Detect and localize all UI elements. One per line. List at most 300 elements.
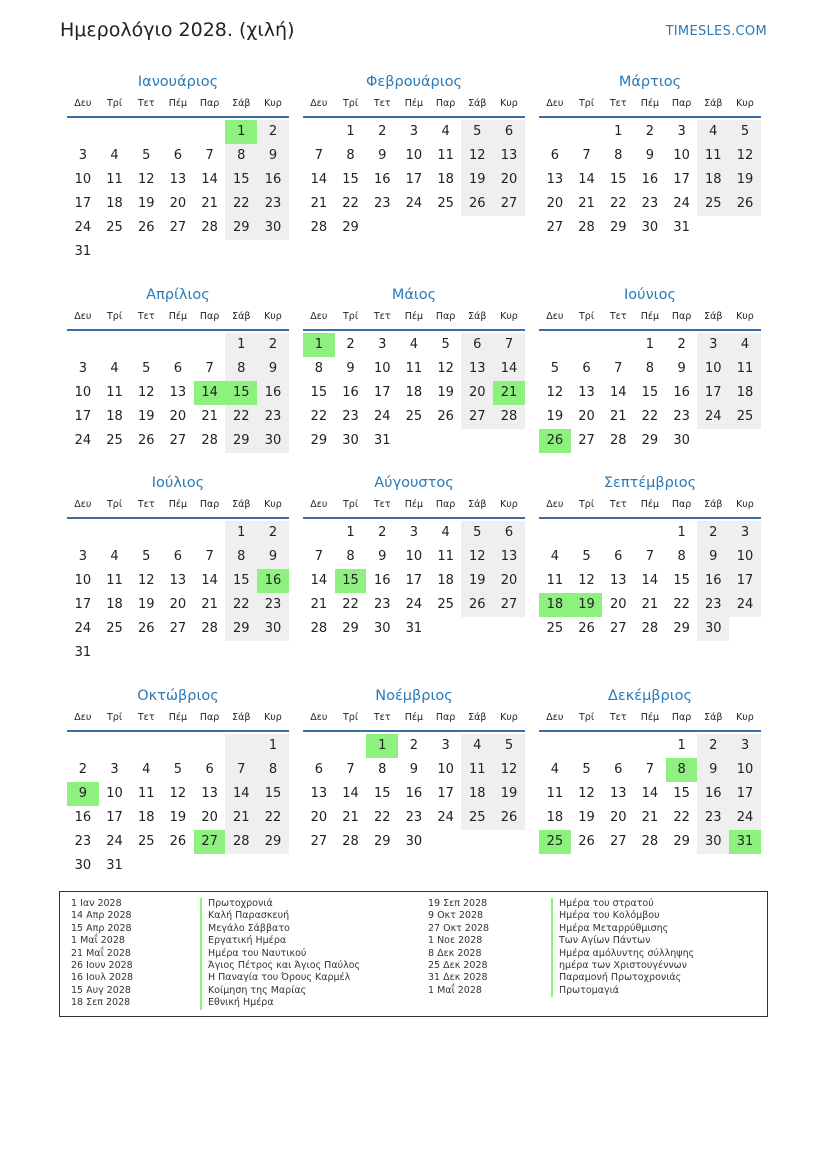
weekday-label: Σάβ bbox=[232, 311, 251, 322]
day-cell: 6 bbox=[550, 148, 559, 163]
empty-cell bbox=[162, 333, 194, 357]
day-cell: 11 bbox=[106, 573, 123, 588]
day-cell: 27 bbox=[310, 834, 328, 849]
empty-cell bbox=[194, 734, 226, 758]
holiday-name: Εργατική Ημέρα bbox=[200, 935, 360, 947]
day-cell: 11 bbox=[437, 549, 454, 564]
day-cell: 12 bbox=[546, 385, 564, 400]
day-cell: 1 bbox=[346, 525, 355, 540]
weekday-label: Κυρ bbox=[264, 98, 282, 109]
day-cell: 20 bbox=[493, 569, 525, 593]
empty-cell bbox=[257, 641, 289, 665]
day-cell: 7 bbox=[205, 361, 214, 376]
day-cell: 13 bbox=[461, 357, 493, 381]
day-cell: 14 bbox=[201, 172, 218, 187]
day-cell: 14 bbox=[201, 573, 218, 588]
day-cell: 16 bbox=[74, 810, 92, 825]
day-cell: 5 bbox=[582, 549, 591, 564]
day-cell: 16 bbox=[257, 168, 289, 192]
day-cell: 23 bbox=[673, 409, 690, 424]
empty-cell bbox=[634, 521, 666, 545]
day-cell: 26 bbox=[437, 409, 454, 424]
empty-cell bbox=[67, 333, 99, 357]
day-cell: 20 bbox=[609, 597, 627, 612]
weekday-label: Τρί bbox=[107, 712, 123, 723]
day-cell: 21 bbox=[493, 381, 525, 405]
day-cell: 27 bbox=[493, 593, 525, 617]
day-cell: 18 bbox=[106, 196, 123, 211]
day-cell: 17 bbox=[697, 381, 729, 405]
day-cell: 1 bbox=[614, 124, 623, 139]
day-cell: 5 bbox=[142, 361, 151, 376]
empty-cell bbox=[602, 734, 634, 758]
day-cell: 10 bbox=[405, 549, 423, 564]
month-calendar bbox=[539, 284, 761, 453]
weekday-label: Τρί bbox=[579, 499, 595, 510]
empty-cell bbox=[99, 333, 131, 357]
weekday-label: Δευ bbox=[310, 712, 328, 723]
weekday-label: Τετ bbox=[137, 499, 155, 510]
weekday-label: Κυρ bbox=[736, 98, 754, 109]
empty-cell bbox=[493, 216, 525, 240]
empty-cell bbox=[697, 429, 729, 453]
weekday-label: Τετ bbox=[373, 712, 391, 723]
day-cell: 1 bbox=[225, 120, 257, 144]
day-cell: 12 bbox=[137, 172, 155, 187]
day-cell: 19 bbox=[571, 593, 603, 617]
empty-cell bbox=[303, 120, 335, 144]
day-cell: 22 bbox=[609, 196, 627, 211]
day-cell: 15 bbox=[225, 168, 257, 192]
weekday-label: Δευ bbox=[546, 712, 564, 723]
day-cell: 5 bbox=[142, 549, 151, 564]
empty-cell bbox=[303, 521, 335, 545]
weekday-label: Κυρ bbox=[500, 712, 518, 723]
day-cell: 24 bbox=[437, 810, 454, 825]
holiday-name: Η Παναγία του Όρους Καρμέλ bbox=[200, 972, 360, 984]
day-cell: 24 bbox=[106, 834, 123, 849]
day-cell: 14 bbox=[225, 782, 257, 806]
day-cell: 24 bbox=[697, 405, 729, 429]
day-cell: 31 bbox=[405, 621, 423, 636]
day-cell: 1 bbox=[303, 333, 335, 357]
day-cell: 5 bbox=[461, 521, 493, 545]
day-cell: 30 bbox=[673, 433, 690, 448]
weekday-label: Δευ bbox=[546, 311, 564, 322]
day-cell: 30 bbox=[641, 220, 659, 235]
day-cell: 11 bbox=[546, 786, 564, 801]
empty-cell bbox=[99, 521, 131, 545]
day-cell: 11 bbox=[137, 786, 155, 801]
days-grid bbox=[539, 734, 761, 854]
day-cell: 17 bbox=[437, 786, 454, 801]
weekday-label: Κυρ bbox=[500, 98, 518, 109]
day-cell: 31 bbox=[74, 645, 92, 660]
weekday-label: Παρ bbox=[435, 712, 456, 723]
weekday-label: Πέμ bbox=[640, 712, 660, 723]
day-cell: 23 bbox=[257, 593, 289, 617]
day-cell: 2 bbox=[645, 124, 655, 139]
day-cell: 24 bbox=[729, 593, 761, 617]
day-cell: 28 bbox=[225, 830, 257, 854]
day-cell: 26 bbox=[137, 433, 155, 448]
day-cell: 1 bbox=[257, 734, 289, 758]
weekday-label: Δευ bbox=[74, 98, 92, 109]
day-cell: 20 bbox=[201, 810, 218, 825]
holiday-dates-col-2 bbox=[428, 898, 489, 997]
holiday-date: 1 Νοε 2028 bbox=[428, 935, 483, 947]
empty-cell bbox=[430, 216, 462, 240]
day-cell: 5 bbox=[550, 361, 559, 376]
month-name: Μάιος bbox=[391, 287, 437, 303]
days-grid bbox=[303, 521, 525, 641]
weekday-label: Σάβ bbox=[704, 311, 723, 322]
empty-cell bbox=[257, 240, 289, 264]
day-cell: 27 bbox=[609, 621, 627, 636]
day-cell: 29 bbox=[641, 433, 659, 448]
day-cell: 9 bbox=[67, 782, 99, 806]
day-cell: 16 bbox=[673, 385, 690, 400]
weekday-label: Κυρ bbox=[500, 311, 518, 322]
day-cell: 26 bbox=[539, 429, 571, 453]
day-cell: 12 bbox=[461, 545, 493, 569]
day-cell: 31 bbox=[373, 433, 391, 448]
day-cell: 2 bbox=[257, 120, 289, 144]
day-cell: 6 bbox=[173, 361, 183, 376]
weekday-label: Τετ bbox=[137, 311, 155, 322]
day-cell: 17 bbox=[373, 385, 391, 400]
day-cell: 19 bbox=[461, 569, 493, 593]
day-cell: 7 bbox=[346, 762, 355, 777]
empty-cell bbox=[634, 734, 666, 758]
day-cell: 4 bbox=[110, 148, 119, 163]
day-cell: 9 bbox=[677, 361, 686, 376]
day-cell: 20 bbox=[169, 409, 187, 424]
day-cell: 1 bbox=[645, 337, 655, 352]
month-calendar bbox=[67, 284, 289, 453]
day-cell: 2 bbox=[677, 337, 686, 352]
day-cell: 29 bbox=[225, 429, 257, 453]
day-cell: 7 bbox=[314, 148, 323, 163]
day-cell: 22 bbox=[225, 593, 257, 617]
holiday-date: 25 Δεκ 2028 bbox=[428, 960, 488, 972]
day-cell: 12 bbox=[729, 144, 761, 168]
day-cell: 11 bbox=[437, 148, 454, 163]
day-cell: 18 bbox=[137, 810, 155, 825]
day-cell: 6 bbox=[205, 762, 214, 777]
empty-cell bbox=[257, 854, 289, 878]
day-cell: 5 bbox=[461, 120, 493, 144]
day-cell: 25 bbox=[106, 220, 123, 235]
day-cell: 8 bbox=[346, 148, 355, 163]
day-cell: 17 bbox=[405, 573, 423, 588]
day-cell: 22 bbox=[673, 597, 690, 612]
weekday-label: Σάβ bbox=[232, 712, 251, 723]
weekday-label: Δευ bbox=[74, 499, 92, 510]
holiday-name: Εθνική Ημέρα bbox=[200, 997, 360, 1009]
day-cell: 30 bbox=[257, 216, 289, 240]
day-cell: 22 bbox=[342, 196, 359, 211]
month-calendar bbox=[539, 71, 761, 240]
day-cell: 21 bbox=[201, 196, 218, 211]
day-cell: 27 bbox=[169, 621, 187, 636]
days-grid bbox=[67, 120, 289, 264]
day-cell: 30 bbox=[697, 617, 729, 641]
day-cell: 3 bbox=[110, 762, 119, 777]
day-cell: 22 bbox=[673, 810, 690, 825]
day-cell: 11 bbox=[546, 573, 564, 588]
day-cell: 4 bbox=[142, 762, 151, 777]
day-cell: 16 bbox=[641, 172, 659, 187]
day-cell: 7 bbox=[205, 148, 214, 163]
day-cell: 29 bbox=[342, 220, 359, 235]
holiday-date: 31 Δεκ 2028 bbox=[428, 972, 488, 984]
weekday-label: Τρί bbox=[107, 499, 123, 510]
holiday-date: 27 Οκτ 2028 bbox=[428, 922, 490, 934]
day-cell: 26 bbox=[461, 192, 493, 216]
day-cell: 4 bbox=[461, 734, 493, 758]
day-cell: 25 bbox=[437, 597, 454, 612]
day-cell: 1 bbox=[346, 124, 355, 139]
day-cell: 16 bbox=[373, 172, 391, 187]
day-cell: 22 bbox=[342, 597, 359, 612]
holiday-name: Κοίμηση της Μαρίας bbox=[200, 985, 360, 997]
weekday-label: Κυρ bbox=[264, 712, 282, 723]
weekday-label: Τετ bbox=[137, 98, 155, 109]
weekday-label: Δευ bbox=[546, 499, 564, 510]
holiday-date: 21 Μαΐ 2028 bbox=[71, 947, 131, 959]
day-cell: 12 bbox=[169, 786, 187, 801]
day-cell: 2 bbox=[409, 738, 419, 753]
day-cell: 7 bbox=[493, 333, 525, 357]
day-cell: 26 bbox=[729, 192, 761, 216]
day-cell: 4 bbox=[550, 762, 559, 777]
day-cell: 12 bbox=[493, 758, 525, 782]
empty-cell bbox=[162, 240, 194, 264]
holiday-name: Ημέρα Μεταρρύθμισης bbox=[551, 923, 694, 935]
day-cell: 4 bbox=[441, 525, 450, 540]
day-cell: 4 bbox=[729, 333, 761, 357]
weekday-header bbox=[67, 94, 289, 118]
month-calendar bbox=[539, 472, 761, 641]
day-cell: 13 bbox=[609, 573, 627, 588]
day-cell: 30 bbox=[257, 429, 289, 453]
day-cell: 10 bbox=[673, 148, 690, 163]
day-cell: 7 bbox=[614, 361, 623, 376]
day-cell: 15 bbox=[257, 782, 289, 806]
day-cell: 2 bbox=[78, 762, 87, 777]
holiday-names-col-1 bbox=[200, 898, 360, 1010]
day-cell: 13 bbox=[493, 144, 525, 168]
weekday-label: Τρί bbox=[107, 98, 123, 109]
empty-cell bbox=[194, 641, 226, 665]
day-cell: 29 bbox=[225, 617, 257, 641]
day-cell: 6 bbox=[614, 549, 623, 564]
day-cell: 19 bbox=[546, 409, 564, 424]
month-name: Απρίλιος bbox=[146, 287, 210, 303]
day-cell: 26 bbox=[578, 834, 595, 849]
day-cell: 28 bbox=[641, 834, 659, 849]
day-cell: 8 bbox=[614, 148, 623, 163]
empty-cell bbox=[130, 521, 162, 545]
day-cell: 18 bbox=[437, 172, 454, 187]
day-cell: 7 bbox=[225, 758, 257, 782]
day-cell: 16 bbox=[373, 573, 391, 588]
day-cell: 1 bbox=[677, 525, 686, 540]
day-cell: 8 bbox=[225, 144, 257, 168]
empty-cell bbox=[130, 641, 162, 665]
empty-cell bbox=[398, 429, 430, 453]
day-cell: 25 bbox=[106, 621, 123, 636]
day-cell: 25 bbox=[697, 192, 729, 216]
day-cell: 3 bbox=[729, 734, 761, 758]
day-cell: 19 bbox=[137, 597, 155, 612]
day-cell: 14 bbox=[310, 172, 328, 187]
day-cell: 20 bbox=[493, 168, 525, 192]
holiday-date: 9 Οκτ 2028 bbox=[428, 910, 484, 922]
empty-cell bbox=[162, 854, 194, 878]
day-cell: 19 bbox=[137, 409, 155, 424]
day-cell: 8 bbox=[378, 762, 387, 777]
weekday-header bbox=[539, 708, 761, 732]
day-cell: 16 bbox=[342, 385, 359, 400]
days-grid bbox=[67, 734, 289, 878]
brand-link[interactable]: TIMESLES.COM bbox=[665, 24, 767, 39]
day-cell: 20 bbox=[169, 196, 187, 211]
day-cell: 24 bbox=[373, 409, 391, 424]
day-cell: 17 bbox=[74, 597, 92, 612]
day-cell: 10 bbox=[74, 385, 92, 400]
day-cell: 27 bbox=[546, 220, 564, 235]
day-cell: 4 bbox=[697, 120, 729, 144]
day-cell: 13 bbox=[546, 172, 564, 187]
weekday-label: Κυρ bbox=[736, 311, 754, 322]
weekday-label: Δευ bbox=[74, 311, 92, 322]
empty-cell bbox=[430, 429, 462, 453]
weekday-label: Τρί bbox=[343, 311, 359, 322]
weekday-label: Τετ bbox=[609, 499, 627, 510]
weekday-label: Κυρ bbox=[736, 499, 754, 510]
day-cell: 28 bbox=[609, 433, 627, 448]
day-cell: 1 bbox=[366, 734, 398, 758]
day-cell: 28 bbox=[201, 621, 218, 636]
month-name: Νοέμβριος bbox=[375, 688, 453, 704]
day-cell: 21 bbox=[225, 806, 257, 830]
weekday-label: Κυρ bbox=[736, 712, 754, 723]
empty-cell bbox=[335, 734, 367, 758]
weekday-label: Παρ bbox=[435, 499, 456, 510]
day-cell: 21 bbox=[310, 196, 328, 211]
day-cell: 28 bbox=[641, 621, 659, 636]
day-cell: 21 bbox=[201, 409, 218, 424]
day-cell: 10 bbox=[405, 148, 423, 163]
weekday-label: Σάβ bbox=[468, 712, 487, 723]
day-cell: 8 bbox=[314, 361, 323, 376]
weekday-label: Παρ bbox=[199, 712, 220, 723]
day-cell: 13 bbox=[201, 786, 218, 801]
day-cell: 11 bbox=[405, 361, 423, 376]
day-cell: 5 bbox=[582, 762, 591, 777]
day-cell: 31 bbox=[729, 830, 761, 854]
days-grid bbox=[303, 734, 525, 854]
day-cell: 2 bbox=[697, 521, 729, 545]
day-cell: 10 bbox=[729, 758, 761, 782]
weekday-label: Σάβ bbox=[232, 98, 251, 109]
empty-cell bbox=[225, 854, 257, 878]
month-calendar bbox=[67, 71, 289, 264]
day-cell: 25 bbox=[405, 409, 423, 424]
day-cell: 19 bbox=[169, 810, 187, 825]
month-name: Φεβρουάριος bbox=[365, 74, 463, 90]
day-cell: 10 bbox=[697, 357, 729, 381]
day-cell: 14 bbox=[194, 381, 226, 405]
empty-cell bbox=[99, 641, 131, 665]
weekday-label: Σάβ bbox=[704, 499, 723, 510]
day-cell: 17 bbox=[729, 782, 761, 806]
weekday-label: Τρί bbox=[579, 712, 595, 723]
weekday-header bbox=[67, 495, 289, 519]
day-cell: 27 bbox=[493, 192, 525, 216]
day-cell: 6 bbox=[493, 521, 525, 545]
day-cell: 8 bbox=[225, 545, 257, 569]
day-cell: 3 bbox=[409, 525, 419, 540]
day-cell: 30 bbox=[342, 433, 359, 448]
weekday-label: Δευ bbox=[310, 98, 328, 109]
day-cell: 2 bbox=[697, 734, 729, 758]
weekday-label: Σάβ bbox=[704, 712, 723, 723]
holiday-name: Ημέρα του Κολόμβου bbox=[551, 910, 694, 922]
day-cell: 17 bbox=[74, 196, 92, 211]
day-cell: 29 bbox=[225, 216, 257, 240]
day-cell: 22 bbox=[225, 192, 257, 216]
day-cell: 25 bbox=[437, 196, 454, 211]
empty-cell bbox=[225, 641, 257, 665]
days-grid bbox=[539, 333, 761, 453]
day-cell: 18 bbox=[106, 597, 123, 612]
weekday-label: Δευ bbox=[310, 311, 328, 322]
day-cell: 11 bbox=[461, 758, 493, 782]
day-cell: 15 bbox=[373, 786, 391, 801]
day-cell: 25 bbox=[539, 830, 571, 854]
day-cell: 14 bbox=[578, 172, 595, 187]
day-cell: 31 bbox=[74, 244, 92, 259]
day-cell: 16 bbox=[697, 569, 729, 593]
days-grid bbox=[539, 120, 761, 240]
weekday-label: Σάβ bbox=[468, 98, 487, 109]
holiday-date: 18 Σεπ 2028 bbox=[71, 997, 131, 1009]
weekday-label: Παρ bbox=[671, 311, 692, 322]
day-cell: 13 bbox=[609, 786, 627, 801]
weekday-label: Τετ bbox=[609, 712, 627, 723]
day-cell: 27 bbox=[461, 405, 493, 429]
day-cell: 24 bbox=[405, 196, 423, 211]
weekday-label: Πέμ bbox=[168, 499, 188, 510]
day-cell: 17 bbox=[74, 409, 92, 424]
empty-cell bbox=[697, 216, 729, 240]
day-cell: 12 bbox=[437, 361, 454, 376]
day-cell: 24 bbox=[74, 433, 92, 448]
day-cell: 21 bbox=[578, 196, 595, 211]
day-cell: 6 bbox=[173, 549, 183, 564]
day-cell: 1 bbox=[225, 333, 257, 357]
month-name: Ιούνιος bbox=[624, 287, 676, 303]
day-cell: 26 bbox=[137, 220, 155, 235]
day-cell: 5 bbox=[493, 734, 525, 758]
month-calendar bbox=[67, 472, 289, 665]
holiday-name: Ημέρα του Ναυτικού bbox=[200, 948, 360, 960]
day-cell: 6 bbox=[493, 120, 525, 144]
weekday-header bbox=[539, 495, 761, 519]
